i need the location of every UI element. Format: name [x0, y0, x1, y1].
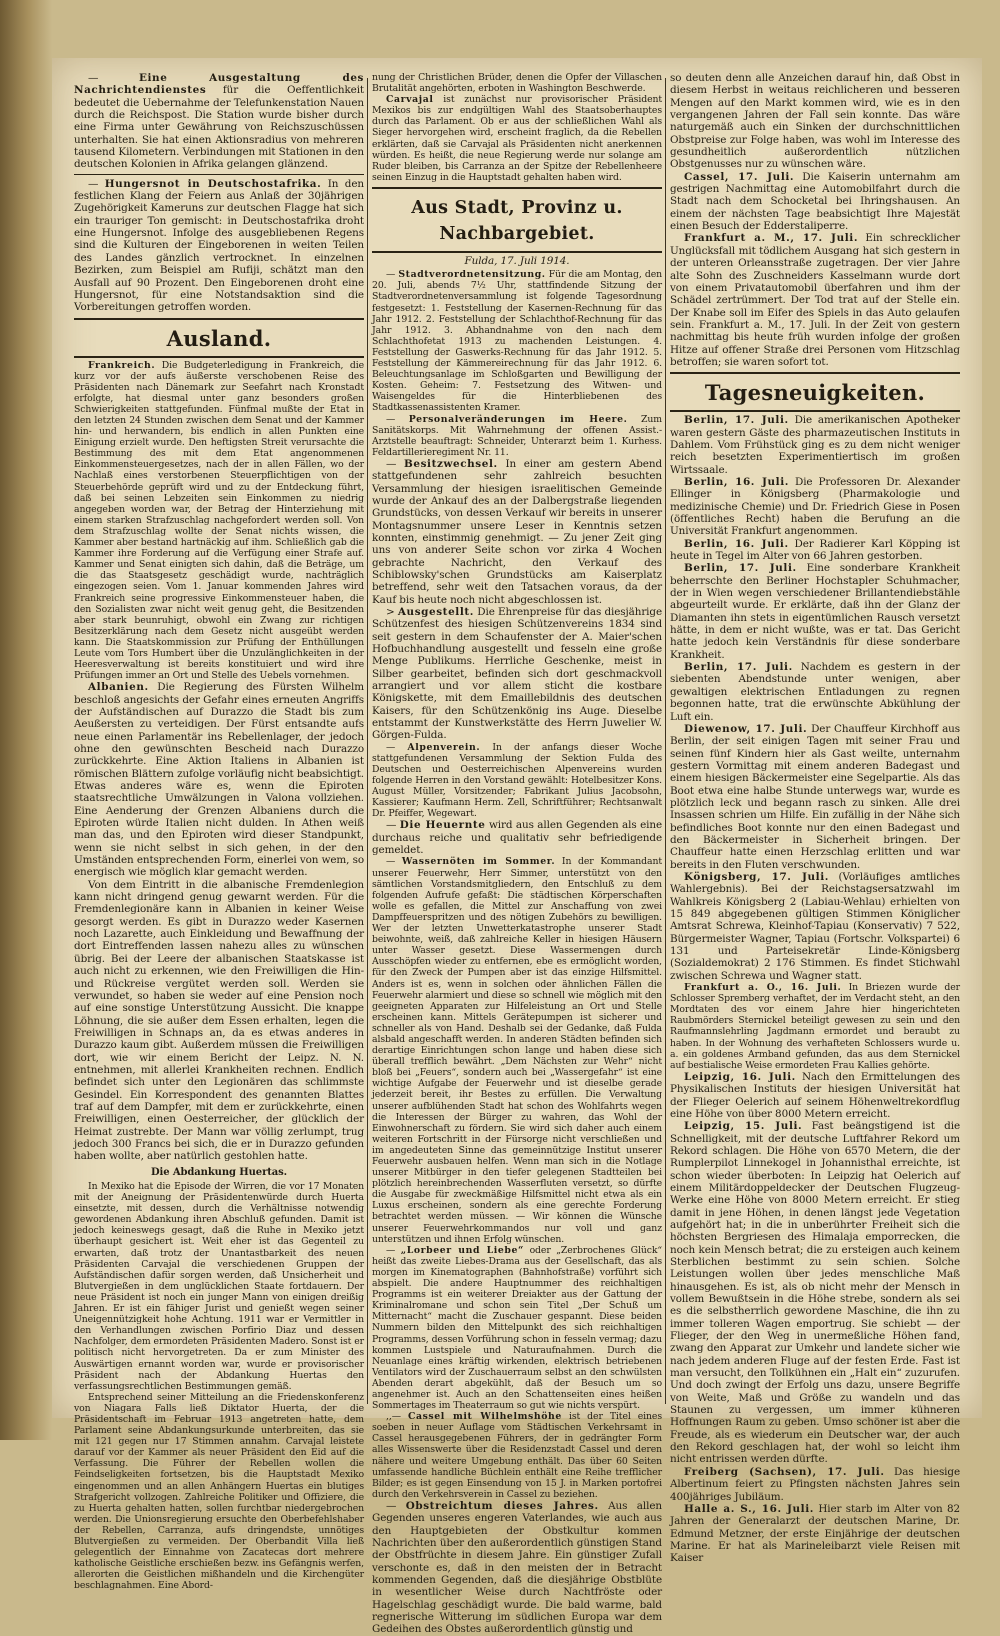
article-lead: Hungersnot in Deutschostafrika. — [104, 177, 322, 190]
binding-edge — [0, 0, 52, 1440]
article-lead: Berlin, 17. Juli. — [684, 562, 797, 575]
column-right — [670, 72, 961, 1565]
article-lead: Obstreichtum dieses Jahres. — [405, 1499, 599, 1512]
article-lead: Berlin, 17. Juli. — [684, 414, 789, 427]
article-lead: Eine Ausgestaltung des Nachrichtendienstes — [74, 72, 364, 97]
article-leipzig-2 — [670, 1120, 960, 1466]
article-continuation — [372, 72, 662, 94]
article-text: für die Oeffentlichkeit bedeutet die Uebernahme der Telefunkenstation Nauen durch die Reichspost. Die Station wurde bisher durch eine Firma unter Gewährung von Reichszuschüssen unterhalten. Sie hat einen Aktionsradius von mehreren tausend Kilometern. Verbindungen mit Stationen in den deutschen Kolonien in Afrika gelangen glänzend. — [74, 84, 365, 171]
article-frankreich — [74, 360, 364, 682]
article-berlin-5 — [670, 661, 960, 723]
article-lead: Besitzwechsel. — [403, 457, 498, 470]
article-lead: Leipzig, 15. Juli. — [684, 1120, 803, 1133]
article-lead: Personalveränderungen im Heere. — [408, 413, 628, 425]
section-heading-ausland: Ausland. — [166, 325, 272, 351]
article-huerta — [74, 1181, 364, 1392]
article-text: In der Kommandant unserer Feuerwehr, Herr Simmer, unterstützt von den sämtlichen Vorstandsmitgliedern, den Entschluß zu dem folgenden Aufrufe gefaßt: Die städtischen Körperschaften wolle es gefallen, die Mittel zur Anschaffung von zwei Dampffeuerspritzen und des nötigen Zubehörs zu bewilligen. Wer der letzten Unwetterkatastrophe unserer Stadt beiwohnte, weiß, daß zahlreiche Keller in hiesigen Häusern unter Wasser gesetzt. Diese Wassermengen durch Ausschöpfen wieder zu entfernen, ebe es ermöglicht worden, für den Zweck der Pumpen aber ist das einzige Hilfsmittel. Anders ist es, wenn in solchen oder ähnlichen Fällen die Feuerwehr alarmiert und diese so schnell wie möglich mit den geeigneten Apparaten zur Hilfeleistung an Ort und Stelle erscheinen kann. Mittels Gerätepumpen ist sicherer und schneller als von Hand. Deshalb sei der Gedanke, daß Fulda alsbald angeschafft werden. In anderen Städten befinden sich derartige Einrichtungen schon lange und haben diese sich überall trefflich bewährt. „Dem Nächsten zur Wehr“ nicht bloß bei „Feuers“, sondern auch bei „Wassergefahr“ ist eine wichtige Aufgabe der Feuerwehr und ist dieselbe gerade jederzeit bereit, ihr Bestes zu erfüllen. Die Verwaltung unserer aufblühenden Stadt hat schon des Wohlfahrts wegen die Interessen der Bürger zu wahren, das Wohl der Einwohnerschaft zu fördern. Sie wird sich daher auch einem weiteren Fortschritt in der Fürsorge nicht verschließen und im angedeuteten Sinne das gemeinnützige Institut unserer Feuerwehr ausbauen helfen. Wenn man sich in die Notlage unserer Mitbürger in den tiefer gelegenen Stadtteilen bei plötzlich hereinbrechenden Wasserfluten versetzt, so dürfte die Ausgabe für zweckmäßige Hilfsmittel nicht etwa als ein Luxus erscheinen, sondern als eine gerechte Forderung betrachtet werden müssen. — Wir können die Wünsche unserer Feuerwehrkommandos nur voll und ganz unterstützen und ihnen Erfolg wünschen. — [372, 856, 662, 1245]
article-heuernte: — Die Heuernte wird aus allen Gegenden als eine durchaus reiche und qualitativ sehr befriedigende gemeldet. — [372, 819, 663, 857]
article-text: Die amerikanischen Apotheker waren gestern Gäste des pharmazeutischen Instituts in Dahlem. Vom Frühstück ging es zu dem nicht weniger reich besetzten Experimentiertisch im großen Wirtssaale. — [670, 414, 960, 476]
article-lead: Frankfurt a. O., 16. Juli. — [684, 982, 842, 994]
article-lead: Diewenow, 17. Juli. — [684, 722, 808, 735]
article-berlin-1 — [670, 414, 960, 476]
article-text: Die Ehrenpreise für das diesjährige Schützenfest des hiesigen Schützenvereins 1834 sind seit gestern in dem Schaufenster der A. Maier'schen Hofbuchhandlung ausgestellt und fesseln eine große Menge Publikums. Herrliche Geschenke, meist in Silber gearbeitet, befinden sich dort geschmackvoll arrangiert und vor allem sticht die kostbare Königskette, mit dem Emaillebildnis des deutschen Kaisers, für den Schützenkönig ins Auge. Dieselbe entstammt der Kunstwerkstätte des Herrn Juwelier W. Görgen-Fulda. — [372, 606, 663, 742]
article-text: (Vorläufiges amtliches Wahlergebnis). Bei der Reichstagsersatzwahl im Wahlkreis Königsberg 2 (Labiau-Wehlau) erhielten von 15 849 abgegebenen gültigen Stimmen Königlicher Amtsrat Schrewa, Kleinhof-Tapiau (Konservativ) 7 522, Bürgermeister Wagner, Tapiau (Fortschr. Volkspartei) 6 131 und Parteisekretär Linde-Königsberg (Sozialdemokrat) 2 176 Stimmen. Es findet Stichwahl zwischen Schrewa und Wagner statt. — [670, 870, 960, 982]
article-lead: Halle a. S., 16. Juli. — [684, 1502, 814, 1515]
subheading-abdankung: Die Abdankung Huertas. — [150, 1166, 288, 1178]
article-text: Die Budgeterledigung in Frankreich, die kurz vor der aufs äußerste verschobenen Reise des Präsidenten nach Dänemark zur Seefahrt nach Kronstadt erfolgte, hat diesmal unter ganz besonders großen Schwierigkeiten stattgefunden. Fünfmal mußte der Etat in den letzten 24 Stunden zwischen dem Senat und der Kammer hin- und herwandern, bis endlich in allen Punkten eine Einigung erzielt wurde. Den heftigsten Streit verursachte die Bestimmung des mit dem Etat angenommenen Einkommensteuergesetzes, nach der in allen Fällen, wo der Nachlaß eines verstorbenen Steuerpflichtigen von der Steuerbehörde geprüft wird und zu der Entdeckung führt, daß bei seinen Lebzeiten sein Einkommen zu niedrig angegeben worden war, der Betrag der Hinterziehung mit einem starken Strafzuschlag nachgefordert werden soll. Von dem Strafzuschlag wollte der Senat nichts wissen, die Kammer aber bestand hartnäckig auf ihm. Schließlich gab die Kammer ihre Forderung auf die Verfügung einer Strafe auf. Kammer und Senat einigten sich dahin, daß die Beträge, um die das Staatsgesetz geschädigt wurde, nachträglich eingezogen seien. Vom 1. Januar kommenden Jahres wird Frankreich seine progressive Einkommensteuer haben, die den Sozialisten zwar nicht weit genug geht, die Besitzenden aber stark beunruhigt, obwohl ein Zwang zur richtigen Besitzerklärung nach dem Gesetz nicht ausgeübt werden kann. Die Staatskommission zur Prüfung der Enthüllungen Leute vom Tors Humbert über die Unzulänglichkeiten in der Heeresverwaltung ist bereits konstituiert und wird ihre Prüfungen immer an Ort und Stelle des Uebels vornehmen. — [74, 359, 364, 682]
article-friedenskonferenz — [74, 1392, 364, 1592]
article-nachrichtendienst: — Eine Ausgestaltung des Nachrichtendienstes für die Oeffentlichkeit bedeutet die Uebernahme der Telefunkenstation Nauen durch die Reichspost. Die Station wurde bisher durch eine Firma unter Gewährung von Reichszuschüssen unterhalten. Sie hat einen Aktionsradius von mehreren tausend Kilometern. Verbindungen mit Stationen in den deutschen Kolonien in Afrika gelangen glänzend. — [74, 72, 365, 171]
separator — [74, 318, 364, 320]
dateline: Fulda, 17. Juli 1914. — [464, 254, 570, 267]
article-text: oder „Zerbrochenes Glück“ heißt das zweite Liebes-Drama aus der Gesellschaft, das als morgen im Kinematographen (Bahnhofstraße) vorführt sich abspielt. Die andere Hauptnummer des reichhaltigen Programms ist ein weiterer Dreiakter aus der Gattung der Kriminalromane und schon sein Titel „Der Schuß um Mitternacht“ macht die Zuschauer gespannt. Diese beiden Nummern bilden den Mittelpunkt des sich reichhaltigen Programms, dessen Vorführung schon in fesseln vermag; dazu kommen Lustspiele und Naturaufnahmen. Durch die Neuanlage eines kräftig wirkenden, elektrisch betriebenen Ventilators wird der Zuschauerraum selbst an den schwülsten Abenden derart abgekühlt, daß der Besuch um so angenehmer ist. Auch an den Schattenseiten eines heißen Sommertages im Theaterraum so gut wie nichts verspürt. — [372, 1244, 663, 1412]
article-koenigsberg — [670, 871, 960, 982]
article-text: Die Regierung des Fürsten Wilhelm beschloß angesichts der Gefahr eines erneuten Angriffs der Aufständischen auf Durazzo die Stadt bis zum Aeußersten zu verteidigen. Der Fürst entsandte aufs neue einen Parlamentär ins Rebellenlager, der jedoch ohne den gewünschten Bescheid nach Durazzo zurückkehrte. Eine Aktion Italiens in Albanien ist römischen Blättern zufolge vorläufig nicht beabsichtigt. Etwas anderes wäre es, wenn die Epiroten staatsrechtliche Umwälzungen in Valona vollziehen. Eine Aenderung der Grenzen Albaniens durch die Epiroten würde Italien nicht dulden. In Athen weiß man das, und den Epiroten wird dieser Standpunkt, wenn sie nicht selbst in sich gehen, in der den Umständen entsprechenden Form, einerlei von wem, so energisch wie möglich klar gemacht werden. — [74, 681, 365, 879]
article-lead: Leipzig, 16. Juli. — [684, 1070, 796, 1083]
article-leipzig-1 — [670, 1071, 960, 1120]
article-text: Die Kaiserin unternahm am gestrigen Nachmittag eine Automobilfahrt durch die Stadt nach dem Schocketal bei Ihringshausen. An einem der nächsten Tage beabsichtigt Ihre Majestät einen Besuch der Edderstaliperre. — [670, 170, 960, 233]
article-text: Aus allen Gegenden unseres engeren Vaterlandes, wie auch aus den Hauptgebieten der Obstkultur kommen Nachrichten über den außerordentlich günstigen Stand der Obstfrüchte in diesem Jahre. Ein günstiger Zufall verschonte es, daß in den meisten der in Betracht kommenden Gegenden, daß die diesjährige Obstblüte in wesentlicher Weise durch Nachtfröste oder Hagelschlag geschädigt wurde. Die bald warme, bald regnerische Witterung im südlichen Europa war dem Gedeihen des Obstes außerordentlich günstig und — [372, 1499, 662, 1636]
article-lead: „Lorbeer und Liebe“ — [400, 1244, 524, 1256]
article-berlin-3 — [670, 538, 960, 563]
article-text: so deuten denn alle Anzeichen darauf hin, daß Obst in diesem Herbst in weitaus reichlicheren und besseren Mengen auf den Markt kommen wird, wie es in den vergangenen Jahren der Fall sein konnte. Das wäre naturgemäß auch ein Sinken der durchschnittlichen Obstpreise zur Folge haben, was wohl im Interesse des gesundheitlich außerordentlich nützlichen Obstgenusses nur zu wünschen wäre. — [670, 72, 960, 171]
article-wassernoten: — Wassernöten im Sommer. In der Kommandant unserer Feuerwehr, Herr Simmer, unterstützt von den sämtlichen Vorstandsmitgliedern, den Entschluß zu dem folgenden Aufrufe gefaßt: Die städtischen Körperschaften wolle es gefallen, die Mittel zur Anschaffung von zwei Dampffeuerspritzen und des nötigen Zubehörs zu bewilligen. Wer der letzten Unwetterkatastrophe unserer Stadt beiwohnte, weiß, daß zahlreiche Keller in hiesigen Häusern unter Wasser gesetzt. Diese Wassermengen durch Ausschöpfen wieder zu entfernen, ebe es ermöglicht worden, für den Zweck der Pumpen aber ist das einzige Hilfsmittel. Anders ist es, wenn in solchen oder ähnlichen Fällen die Feuerwehr alarmiert und diese so schnell wie möglich mit den geeigneten Apparaten zur Hilfeleistung an Ort und Stelle erscheinen kann. Mittels Gerätepumpen ist sicherer und schneller als von Hand. Deshalb sei der Gedanke, daß Fulda alsbald angeschafft werden. In anderen Städten befinden sich derartige Einrichtungen schon lange und haben diese sich überall trefflich bewährt. „Dem Nächsten zur Wehr“ nicht bloß bei „Feuers“, sondern auch bei „Wassergefahr“ ist eine wichtige Aufgabe der Feuerwehr und ist dieselbe gerade jederzeit bereit, ihr Bestes zu erfüllen. Die Verwaltung unserer aufblühenden Stadt hat schon des Wohlfahrts wegen die Interessen der Bürger zu wahren, das Wohl der Einwohnerschaft zu fördern. Sie wird sich daher auch einem weiteren Fortschritt in der Fürsorge nicht verschließen und im angedeuteten Sinne das gemeinnützige Institut unserer Feuerwehr ausbauen helfen. Wenn man sich in die Notlage unserer Mitbürger in den tiefer gelegenen Stadtteilen bei plötzlich hereinbrechenden Wasserfluten versetzt, so dürfte die Ausgabe für zweckmäßige Hilfsmittel nicht etwa als ein Luxus erscheinen, sondern als eine gerechte Forderung betrachtet werden müssen. — Wir können die Wünsche unserer Feuerwehrkommandos nur voll und ganz unterstützen und ihnen Erfolg wünschen. — [372, 856, 662, 1245]
article-lead: Albanien. — [88, 681, 149, 694]
article-stadtverordneten: — Stadtverordnetensitzung. Für die am Montag, den 20. Juli, abends 7½ Uhr, stattfindende Sitzung der Stadtverordnetenversammlung ist folgende Tagesordnung festgesetzt: 1. Feststellung der Kasernen-Rechnung für das Jahr 1912. 2. Feststellung der Schlachthof-Rechnung für das Jahr 1912. 3. Abhandnahme von den nach dem Schlachthofetat 1913 zu machenden Leistungen. 4. Feststellung der Gaswerks-Rechnung für das Jahr 1912. 5. Feststellung der Kämmereirechnung für das Jahr 1912. 6. Beleuchtungsanlage im Schloßgarten und Bewilligung der Kosten. Geheim: 7. Festsetzung des Witwen- und Waisengeldes für die Hinterbliebenen des Stadtkassenassistenten Kramer. — [372, 269, 662, 414]
article-text: nung der Christlichen Brüder, denen die Opfer der Villaschen Brutalität angehörten, erboten in Washington Beschwerde. — [372, 72, 662, 95]
article-text: Nachdem es gestern in der siebenten Abendstunde unter wenigen, aber gewaltigen elektrischen Entladungen zu regnen begonnen hatte, trat die erwünschte Abkühlung der Luft ein. — [670, 661, 960, 723]
article-lead: Berlin, 17. Juli. — [684, 661, 793, 674]
column-rule — [665, 78, 666, 1404]
article-berlin-2 — [670, 476, 960, 538]
article-lead: Königsberg, 17. Juli. — [684, 870, 829, 883]
article-continuation — [670, 72, 960, 171]
article-lead: Stadtverordnetensitzung. — [398, 269, 546, 281]
section-heading-tagesneuigkeiten: Tagesneuigkeiten. — [704, 380, 926, 406]
article-text: In der anfangs dieser Woche stattgefundenen Versammlung der Sektion Fulda des Deutschen und Oesterreichischen Alpenvereins wurden folgende Herren in den Vorstand gewählt: Hotelbesitzer Kons. August Müller, Vorsitzender; Fabrikant Julius Jacobsohn, Kassierer; Kaufmann Herm. Zell, Schriftführer; Rechtsanwalt Dr. Pfeiffer, Wegewart. — [372, 741, 663, 820]
article-text: Die Professoren Dr. Alexander Ellinger in Königsberg (Pharmakologie und medizinische Chemie) und Dr. Friedrich Giese in Posen (öffentliches Recht) haben die Berufung an die Universität Frankfurt angenommen. — [670, 475, 960, 538]
newspaper-page — [52, 58, 982, 1636]
article-albanien — [74, 681, 364, 879]
column-middle — [372, 72, 663, 1636]
article-text: Entsprechend seiner Mitteilung an die Friedenskonferenz von Niagara Falls ließ Diktator Huerta, der die Präsidentschaft im Februar 1913 angetreten hatte, dem Parlament seine Abdankungsurkunde unterbreiten, das sie mit 121 gegen nur 17 Stimmen annahm. Carvajal leistete darauf vor der Kammer als neuer Präsident den Eid auf die Verfassung. Die Führer der Rebellen wollen die Feindseligkeiten fortsetzen, bis die Hauptstadt Mexiko eingenommen und an allen Anhängern Huertas ein blutiges Strafgericht vollzogen. Zahlreiche Politiker und Offiziere, die zu Huerta gehalten hatten, sollen furchtbar niedergebrochen werden. Die Unionsregierung ersuchte den Oberbefehlshaber der Rebellen, Carranza, aufs dringendste, unnötiges Blutvergießen zu vermeiden. Der Oberbandit Villa ließ gelegentlich der Einnahme von Zacatecas dort mehrere katholische Geistliche erschießen bezw. ins Gefängnis werfen, allerorten die Geistlichen mißhandeln und die Kirchengüter beschlagnahmen. Eine Abord- — [74, 1391, 364, 1592]
separator — [372, 251, 662, 253]
article-lead: Cassel mit Wilhelmshöhe — [407, 1411, 562, 1423]
article-fremdenlegion — [74, 879, 364, 1163]
separator — [74, 174, 364, 175]
separator — [670, 410, 960, 412]
article-obstreichtum: — Obstreichtum dieses Jahres. Aus allen Gegenden unseres engeren Vaterlandes, wie auch aus den Hauptgebieten der Obstkultur kommen Nachrichten über den außerordentlich günstigen Stand der Obstfrüchte in diesem Jahre. Ein günstiger Zufall verschonte es, daß in den meisten der in Betracht kommenden Gegenden, daß die diesjährige Obstblüte in wesentlicher Weise durch Nachtfröste oder Hagelschlag geschädigt wurde. Die bald warme, bald regnerische Witterung im südlichen Europa war dem Gedeihen des Obstes außerordentlich günstig und — [372, 1499, 662, 1636]
article-freiberg — [670, 1466, 960, 1503]
article-lead: Berlin, 16. Juli. — [684, 475, 789, 488]
article-frankfurt-oder — [670, 982, 960, 1071]
article-lead: Freiberg (Sachsen), 17. Juli. — [684, 1465, 885, 1478]
article-text: ist zunächst nur provisorischer Präsident Mexikos bis zur endgültigen Wahl des Staatsoberhauptes durch das Parlament. Ob er aus der schließlichen Wahl als Sieger hervorgehen wird, erscheint fraglich, da die Rebellen erklärten, daß sie Carvajal als Präsidenten nicht anerkennen würden. Es heißt, die neue Regierung werde nur solange am Ruder bleiben, bis Carranza an der Spitze der Rebellenheere seinen Einzug in die Hauptstadt gehalten haben wird. — [372, 94, 662, 183]
article-text: In Briezen wurde der Schlosser Spremberg verhaftet, der im Verdacht steht, an den Mordtaten des vor einem Jahre hier hingerichteten Raubmörders Sternickel beteiligt gewesen zu sein und den Raufmannslehrling Jagdmann ermordet und beraubt zu haben. In der Wohnung des verhafteten Schlossers wurde u. a. ein goldenes Armband gefunden, das aus dem Sternickel auf bestialische Weise ermordeten Frau Kallies gehörte. — [670, 982, 960, 1071]
article-cassel: ,,— Cassel mit Wilhelmshöhe ist der Titel eines soeben in neuer Auflage vom Städtischen Verkehrsamt in Cassel herausgegebenen Führers, der in gedrängter Form alles Wissenswerte über die Residenzstadt Cassel und deren nähere und weitere Umgebung enthält. Das über 60 Seiten umfassende handliche Büchlein enthält eine Reihe trefflicher Bilder; es ist gegen Einsendung von 15 J. in Marken portofrei durch den Verkehrsverein in Cassel zu beziehen. — [372, 1411, 663, 1500]
article-text: Nach den Ermittelungen des Physikalischen Instituts der hiesigen Universität hat der Flieger Oelerich auf seinem Höhenweltrekordflug eine Höhe von über 8000 Metern erreicht. — [670, 1070, 960, 1120]
article-personal: — Personalveränderungen im Heere. Zum Sanitätskorps. Mit Wahrnehmung der offenen Assist.-Arztstelle beauftragt: Schneider, Unterarzt beim 1. Kurhess. Feldartillerieregiment Nr. 11. — [372, 413, 662, 458]
article-hungersnot: — Hungersnot in Deutschostafrika. In den festlichen Klang der Feiern aus Anlaß der 30jährigen Zugehörigkeit Kameruns zur deutschen Flagge hat sich ein trauriger Ton gemischt: in Deutschostafrika droht eine Hungersnot. Infolge des ausgebliebenen Regens sind die Kulturen der Eingeborenen in weiten Teilen des Landes gänzlich vertrocknet. In einzelnen Bezirken, zum Beispiel am Rufiji, schätzt man den Ausfall auf 90 Prozent. Den Eingeborenen droht eine Hungersnot, für eine Notstandsaktion sind die Vorbereitungen getroffen worden. — [74, 177, 364, 314]
article-text: Zum Sanitätskorps. Mit Wahrnehmung der offenen Assist.-Arztstelle beauftragt: Schneider, Unterarzt beim 1. Kurhess. Feldartillerieregiment Nr. 11. — [372, 413, 662, 458]
article-text: Für die am Montag, den 20. Juli, abends 7½ Uhr, stattfindende Sitzung der Stadtverordnetenversammlung ist folgende Tagesordnung festgesetzt: 1. Feststellung der Kasernen-Rechnung für das Jahr 1912. 2. Feststellung der Schlachthof-Rechnung für das Jahr 1912. 3. Abhandnahme von den nach dem Schlachthofetat 1913 zu machenden Leistungen. 4. Feststellung der Gaswerks-Rechnung für das Jahr 1912. 5. Feststellung der Kämmereirechnung für das Jahr 1912. 6. Beleuchtungsanlage im Schloßgarten und Bewilligung der Kosten. Geheim: 7. Festsetzung des Witwen- und Waisengeldes für die Hinterbliebenen des Stadtkassenassistenten Kramer. — [372, 269, 662, 414]
separator — [670, 372, 960, 374]
article-lead: Berlin, 16. Juli. — [684, 537, 789, 550]
article-ausgestellt: > Ausgestellt. Die Ehrenpreise für das diesjährige Schützenfest des hiesigen Schützenvereins 1834 sind seit gestern in dem Schaufenster der A. Maier'schen Hofbuchhandlung ausgestellt und fesseln eine große Menge Publikums. Herrliche Geschenke, meist in Silber gearbeitet, befinden sich dort geschmackvoll arrangiert und vor allem sticht die kostbare Königskette, mit dem Emaillebildnis des deutschen Kaisers, für den Schützenkönig ins Auge. Dieselbe entstammt der Kunstwerkstätte des Herrn Juwelier W. Görgen-Fulda. — [372, 606, 663, 742]
article-text: Der Radierer Karl Köpping ist heute in Tegel im Alter von 66 Jahren gestorben. — [670, 537, 960, 563]
article-text: Von dem Eintritt in die albanische Fremdenlegion kann nicht dringend genug gewarnt werden. Für die Fremdenlegionäre kann in Albanien in keiner Weise gesorgt werden. Es gibt in Durazzo weder Kasernen noch Lazarette, auch Einkleidung und Bewaffnung der dort Eintreffenden lassen nahezu alles zu wünschen übrig. Bei der Leere der albanischen Staatskasse ist auch nicht zu erkennen, wie den Freiwilligen die Hin- und Rückreise vergütet werden soll. Werden sie verwundet, so haben sie weder auf eine Pension noch auf eine sonstige Unterstützung Aussicht. Die knappe Löhnung, die sie außer dem Essen erhalten, legen die Freiwilligen in Schnaps an, da es etwas anderes in Durazzo kaum gibt. Außerdem müssen die Freiwilligen dort, wie wir einem Bericht der Leipz. N. N. entnehmen, mit allerlei Krankheiten rechnen. Endlich befindet sich unter den Legionären das schlimmste Gesindel. Ein Korrespondent des genannten Blattes traf auf dem Dampfer, mit dem er zurückkehrte, einen Freiwilligen, einen Oesterreicher, der glücklich der Heimat zustrebte. Der Mann war völlig zerlumpt, trug jedoch 300 Francs bei sich, die er in Durazzo gefunden haben wollte, aber natürlich gestohlen hatte. — [74, 878, 364, 1163]
article-alpenverein: — Alpenverein. In der anfangs dieser Woche stattgefundenen Versammlung der Sektion Fulda des Deutschen und Oesterreichischen Alpenvereins wurden folgende Herren in den Vorstand gewählt: Hotelbesitzer Kons. August Müller, Vorsitzender; Fabrikant Julius Jacobsohn, Kassierer; Kaufmann Herm. Zell, Schriftführer; Rechtsanwalt Dr. Pfeiffer, Wegewart. — [372, 741, 663, 820]
article-text: In Mexiko hat die Episode der Wirren, die vor 17 Monaten mit der Aneignung der Präsidentenwürde durch Huerta einsetzte, mit dessen, durch die Verhältnisse notwendig gewordenen Abdankung ihren Abschluß gefunden. Damit ist jedoch keineswegs gesagt, daß die Ruhe in Mexiko jetzt überhaupt gesichert ist. Weit eher ist das Gegenteil zu erwarten, daß trotz der Unantastbarkeit des neuen Präsidenten Carvajal die verschiedenen Gruppen der Aufständischen dafür sorgen werden, daß Unsicherheit und Blutvergießen in dem unglücklichen Staate fortdauern. Der neue Präsident ist noch ein junger Mann von einigen dreißig Jahren. Er ist ein fähiger Jurist und genießt wegen seiner Uneigennützigkeit hohe Achtung. 1911 war er Vermittler in den Verhandlungen zwischen Porfirio Diaz und dessen Nachfolger, dem ermordeten Präsidenten Madero. Sonst ist er politisch nicht hervorgetreten. Da er zum Minister des Auswärtigen ernannt worden war, wurde er provisorischer Präsident nach der Abdankung Huertas den verfassungsrechtlichen Bestimmungen gemäß. — [74, 1181, 364, 1392]
article-text: ist der Titel eines soeben in neuer Auflage vom Städtischen Verkehrsamt in Cassel herausgegebenen Führers, der in gedrängter Form alles Wissenswerte über die Residenzstadt Cassel und deren nähere und weitere Umgebung enthält. Das über 60 Seiten umfassende handliche Büchlein enthält eine Reihe trefflicher Bilder; es ist gegen Einsendung von 15 J. in Marken portofrei durch den Verkehrsverein in Cassel zu beziehen. — [372, 1411, 663, 1500]
article-lorbeer: — „Lorbeer und Liebe“ oder „Zerbrochenes Glück“ heißt das zweite Liebes-Drama aus der Gesellschaft, das als morgen im Kinematographen (Bahnhofstraße) vorführt sich abspielt. Die andere Hauptnummer des reichhaltigen Programms ist ein weiterer Dreiakter aus der Gattung der Kriminalromane und schon sein Titel „Der Schuß um Mitternacht“ macht die Zuschauer gespannt. Diese beiden Nummern bilden den Mittelpunkt des sich reichhaltigen Programms, dessen Vorführung schon in fesseln vermag; dazu kommen Lustspiele und Naturaufnahmen. Durch die Neuanlage eines kräftig wirkenden, elektrisch betriebenen Ventilators wird der Zuschauerraum selbst an den schwülsten Abenden derart abgekühlt, daß der Besuch um so angenehmer ist. Auch an den Schattenseiten eines heißen Sommertages im Theaterraum so gut wie nichts verspürt. — [372, 1244, 663, 1412]
article-text: Der Chauffeur Kirchhoff aus Berlin, der seit einigen Tagen mit seiner Frau und seinen fünf Kindern hier als Gast weilte, unternahm gestern Vormittag mit einem anderen Badegast und einem hiesigen Bäckermeister eine Segelpartie. Als das Boot etwa eine halbe Stunde unterwegs war, wurde es plötzlich leck und begann rasch zu sinken. Alle drei Insassen schrien um Hilfe. Ein zufällig in der Nähe sich befindliches Boot konnte nur den einen Badegast und den Bäckermeister in Sicherheit bringen. Der Chauffeur hatte einen Herzschlag erlitten und war bereits in den Fluten verschwunden. — [670, 722, 960, 871]
article-text: Hier starb im Alter von 82 Jahren der Generalarzt der deutschen Marine, Dr. Edmund Metzner, der erste Einjährige der deutschen Marine. Er hat als Marineleibarzt viele Reisen mit Kaiser — [670, 1502, 960, 1565]
article-text: Das hiesige Albertinum feiert zu Pfingsten nächsten Jahres sein 400jähriges Jubiläum. — [670, 1465, 961, 1503]
separator — [74, 356, 364, 358]
article-lead: Die Heuernte — [399, 819, 486, 832]
article-text: wird aus allen Gegenden als eine durchaus reiche und qualitativ sehr befriedigende gemeldet. — [372, 819, 663, 857]
column-left — [74, 72, 365, 1592]
column-rule — [367, 78, 368, 1404]
article-halle — [670, 1503, 960, 1565]
article-frankfurt — [670, 232, 960, 368]
article-lead: Frankreich. — [88, 359, 156, 371]
article-lead: Frankfurt a. M., 17. Juli. — [684, 232, 859, 245]
section-heading-stadt: Aus Stadt, Provinz u. Nachbargebiet. — [411, 197, 623, 244]
article-cassel-kaiserin — [670, 171, 960, 233]
article-lead: Carvajal — [386, 94, 434, 106]
article-diewenow — [670, 723, 960, 871]
article-lead: Cassel, 17. Juli. — [684, 170, 795, 183]
article-text: In einer am gestern Abend stattgefundenen sehr zahlreich besuchten Versammlung der hiesigen israelitischen Gemeinde wurde der Ankauf des an der Dalbergstraße liegenden Grundstücks, von dessen Verkauf wir bereits in unserer Montagsnummer unsere Leser in Kenntnis setzen konnten, einstimmig genehmigt. — Zu jener Zeit ging uns von anderer Seite schon vor zirka 4 Wochen gebrachte Nachricht, den Verkauf des Schiblowsky'schen Grundstücks am Kaiserplatz betreffend, sehr weit den Tatsachen voraus, da der Kauf bis heute noch nicht abgeschlossen ist. — [372, 457, 663, 606]
article-berlin-4 — [670, 562, 960, 661]
article-carvajal — [372, 94, 662, 183]
article-lead: Wassernöten im Sommer. — [401, 856, 556, 868]
separator — [372, 187, 662, 189]
article-text: Fast beängstigend ist die Schnelligkeit, mit der deutsche Luftfahrer Rekord um Rekord schlagen. Die Höhe von 6570 Metern, die der Rumplerpilot Linnekogel in Johannisthal erreichte, ist schon wieder überboten: In Leipzig hat Oelerich auf einem Militärdoppeldecker der Deutschen Flugzeug-Werke eine Höhe von 8000 Metern erreicht. Er stieg damit in jene Höhen, in denen längst jede Vegetation aufgehört hat; in die in unberührter Freiheit sich die höchsten Bergriesen des Himalaja emporrecken, die noch kein Mensch betrat; die zu ersteigen auch keinem Sterblichen bestimmt zu sein schien. Solche Leistungen wollen über jedes menschliche Maß hinausgehen. Es ist, als ob nicht mehr der Mensch in vollem Bewußtsein in die Höhe strebe, sondern als sei es die selbstherrlich gewordene Maschine, die ihn zu immer tolleren Wagen emportrug. Sie schiebt — der Flieger, der den Weg in unermeßliche Höhen fand, zwang den Apparat zur Umkehr und landete sicher wie nach jedem anderen Fluge auf der festen Erde. Fast ist man versucht, den Tollkühnen ein „Halt ein“ zuzurufen. Und doch zwingt der Erfolg uns dazu, unsere Begriffe von Weite, Maß und Größe zu wandeln und das Staunen zu vergessen, um immer kühneren Hoffnungen Raum zu geben. Umso schöner ist aber die Freude, als es wiederum ein Deutscher war, der auch den Rekord geschlagen hat, der wohl so leicht ihm nicht entrissen werden dürfte. — [670, 1120, 960, 1466]
article-text: Eine sonderbare Krankheit beherrschte den Berliner Hochstapler Schuhmacher, der in Wien wegen verschiedener Brillantendiebstähle abgeurteilt wurde. Er erklärte, daß ihn der Glanz der Diamanten ihn stets in eigentümlichen Rausch versetzt hätte, in dem er nicht wußte, was er tat. Das Gericht hatte jedoch kein Verständnis für diese sonderbare Krankheit. — [670, 562, 961, 661]
article-text: Ein schrecklicher Unglücksfall mit tödlichem Ausgang hat sich gestern in der unteren Orleansstraße zugetragen. Der vier Jahre alte Sohn des Zuschneiders Kasselmann wurde dort von einem Privatautomobil überfahren und ihm der Schädel zertrümmert. Der Tod trat auf der Stelle ein. Der Knabe soll im Eifer des Spiels in das Auto gelaufen sein. Frankfurt a. M., 17. Juli. In der Zeit von gestern nachmittag bis heute früh wurden infolge der großen Hitze auf offener Straße drei Personen vom Hitzschlag betroffen; sie waren sofort tot. — [670, 232, 960, 368]
article-besitzwechsel: — Besitzwechsel. In einer am gestern Abend stattgefundenen sehr zahlreich besuchten Versammlung der hiesigen israelitischen Gemeinde wurde der Ankauf des an der Dalbergstraße liegenden Grundstücks, von dessen Verkauf wir bereits in unserer Montagsnummer unsere Leser in Kenntnis setzen konnten, einstimmig genehmigt. — Zu jener Zeit ging uns von anderer Seite schon vor zirka 4 Wochen gebrachte Nachricht, den Verkauf des Schiblowsky'schen Grundstücks am Kaiserplatz betreffend, sehr weit den Tatsachen voraus, da der Kauf bis heute noch nicht abgeschlossen ist. — [372, 457, 663, 606]
article-text: In den festlichen Klang der Feiern aus Anlaß der 30jährigen Zugehörigkeit Kameruns zur deutschen Flagge hat sich ein trauriger Ton gemischt: in Deutschostafrika droht eine Hungersnot. Infolge des ausgebliebenen Regens sind die Kulturen der Eingeborenen in weiten Teilen des Landes gänzlich vertrocknet. In einzelnen Bezirken, zum Beispiel am Rufiji, schätzt man den Ausfall auf 90 Prozent. Den Eingeborenen droht eine Hungersnot, für eine Notstandsaktion sind die Vorbereitungen getroffen worden. — [74, 177, 364, 314]
article-lead: Alpenverein. — [407, 741, 481, 753]
article-lead: Ausgestellt. — [397, 606, 474, 618]
